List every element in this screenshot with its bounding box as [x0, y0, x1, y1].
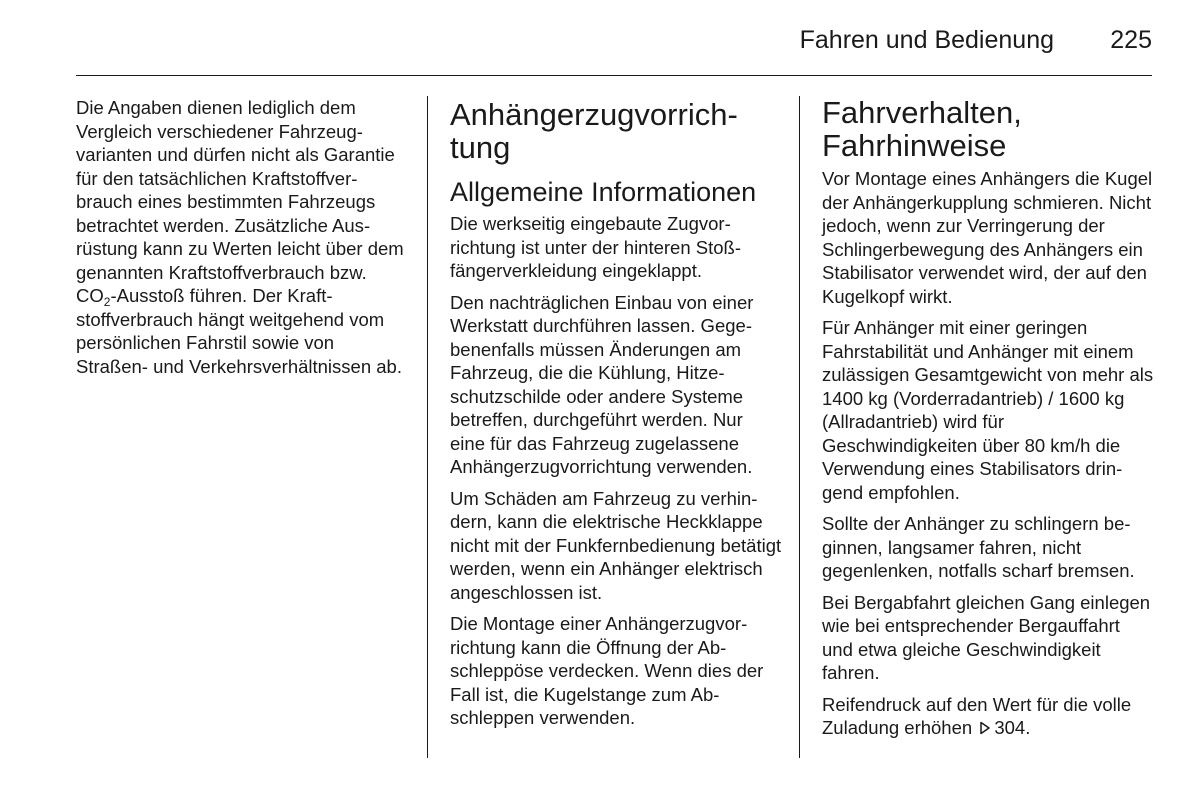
paragraph: Sollte der Anhänger zu schlingern beginnen, langsamer fahren, nicht gegenlenken, notfalls scharf bremsen.	[822, 513, 1135, 581]
column-divider-right	[799, 96, 800, 758]
middle-column	[450, 96, 782, 738]
right-column	[822, 96, 1154, 748]
co2-subscript: 2	[103, 295, 111, 309]
tyre-pressure-text: Reifendruck auf den Wert für die volle Zuladung erhöhen	[822, 693, 1132, 738]
paragraph: Die werkseitig eingebaute Zugvorrichtung ist unter der hinteren Stoßfängerverkleidung eingeklappt.	[450, 213, 742, 281]
section-heading-trailer-hitch: Anhängerzugvorrichtung	[450, 97, 738, 165]
page-header-title: Fahren und Bedienung	[799, 26, 1054, 54]
page-number: 225	[1110, 26, 1152, 54]
paragraph: Bei Bergabfahrt gleichen Gang einlegen wie bei entsprechender Bergauffahrt und etwa gleiche Geschwindigkeit fahren.	[822, 591, 1151, 683]
page-reference-arrow-icon	[979, 721, 991, 735]
intro-text-part-2: -Ausstoß führen. Der Kraftstoffverbrauch hängt weitgehend vom persönlichen Fahrstil sowie von Straßen- und Verkehrsverhältnissen ab.	[76, 285, 402, 377]
paragraph: Für Anhänger mit einer geringen Fahrstabilität und Anhänger mit einem zulässigen Gesamtgewicht von mehr als 1400 kg (Vorderradantrieb) / 1600 kg (Allradantrieb) wird für Geschwindigkeiten über 80 km/h die Verwendung eines Stabilisators dringend empfohlen.	[822, 317, 1154, 503]
left-column	[76, 96, 406, 378]
intro-text-part-1: Die Angaben dienen lediglich dem Vergleich verschiedener Fahrzeugvarianten und dürfen nicht als Garantie für den tatsächlichen Kraftstoffverbrauch eines bestimmten Fahrzeugs betrachtet werden. Zusätzliche Ausrüstung kann zu Werten leicht über dem genannten Kraftstoffverbrauch bzw. CO	[76, 97, 404, 306]
paragraph-tyre-pressure: Reifendruck auf den Wert für die volle Zuladung erhöhen 304.	[822, 693, 1132, 738]
fuel-consumption-note	[76, 96, 406, 378]
paragraph: Vor Montage eines Anhängers die Kugel der Anhängerkupplung schmieren. Nicht jedoch, wenn zur Verringerung der Schlingerbewegung des Anhängers ein Stabilisator verwendet wird, der auf den Kugelkopf wirkt.	[822, 168, 1153, 307]
header-rule	[76, 75, 1152, 76]
column-divider-left	[427, 96, 428, 758]
page-reference-link[interactable]: 304	[994, 717, 1026, 738]
section-heading-driving-behaviour: Fahrverhalten, Fahrhinweise	[822, 95, 1022, 163]
paragraph: Um Schäden am Fahrzeug zu verhindern, kann die elektrische Heckklappe nicht mit der Funkfernbedienung betätigt werden, wenn ein Anhänger elektrisch angeschlossen ist.	[450, 487, 782, 603]
paragraph: Den nachträglichen Einbau von einer Werkstatt durchführen lassen. Gegebenenfalls müssen Änderungen am Fahrzeug, die die Kühlung, Hitzeschutzschilde oder andere Systeme betreffen, durchgeführt werden. Nur eine für das Fahrzeug zugelassene Anhängerzugvorrichtung verwenden.	[450, 291, 754, 477]
paragraph: Die Montage einer Anhängerzugvorrichtung kann die Öffnung der Abschleppöse verdecken. Wenn dies der Fall ist, die Kugelstange zum Abschleppen verwenden.	[450, 613, 764, 728]
subheading-general-information: Allgemeine Informationen	[450, 177, 757, 207]
